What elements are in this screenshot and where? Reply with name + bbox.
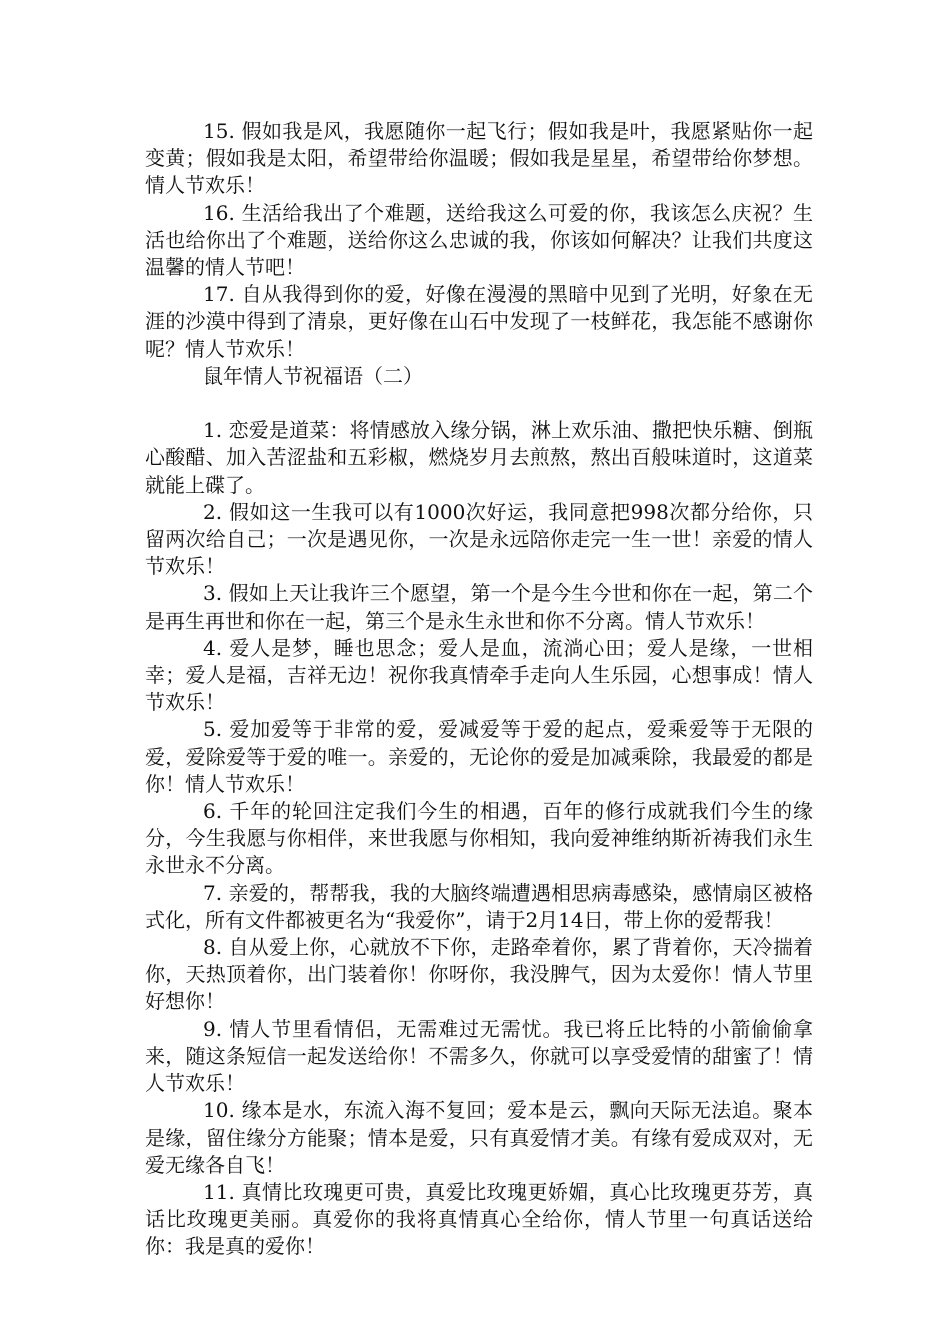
paragraph-5: 5. 爱加爱等于非常的爱，爱减爱等于爱的起点，爱乘爱等于无限的爱，爱除爱等于爱的唯一。亲爱的，无论你的爱是加减乘除，我最爱的都是你！情人节欢乐！ (145, 717, 813, 796)
paragraph-8: 8. 自从爱上你，心就放不下你，走路牵着你，累了背着你，天冷揣着你，天热顶着你，出门装着你！你呀你，我没脾气，因为太爱你！情人节里好想你！ (145, 935, 813, 1014)
paragraph-16: 16. 生活给我出了个难题，送给我这么可爱的你，我该怎么庆祝？生活也给你出了个难题，送给你这么忠诚的我，你该如何解决？让我们共度这温馨的情人节吧！ (145, 200, 813, 280)
paragraph-11: 11. 真情比玫瑰更可贵，真爱比玫瑰更娇媚，真心比玫瑰更芬芳，真话比玫瑰更美丽。真爱你的我将真情真心全给你，情人节里一句真话送给你：我是真的爱你！ (145, 1179, 813, 1259)
paragraph-1: 1. 恋爱是道菜：将情感放入缘分锅，淋上欢乐油、撒把快乐糖、倒瓶心酸醋、加入苦涩盐和五彩椒，燃烧岁月去煎熬，熬出百般味道时，这道菜就能上碟了。 (145, 418, 813, 497)
section-heading: 鼠年情人节祝福语（二） (203, 363, 423, 388)
paragraph-17: 17. 自从我得到你的爱，好像在漫漫的黑暗中见到了光明，好象在无涯的沙漠中得到了清泉，更好像在山石中发现了一枝鲜花，我怎能不感谢你呢？情人节欢乐！ (145, 282, 813, 361)
blank-line (145, 390, 813, 417)
paragraph-15: 15. 假如我是风，我愿随你一起飞行；假如我是叶，我愿紧贴你一起变黄；假如我是太阳，希望带给你温暖；假如我是星星，希望带给你梦想。情人节欢乐！ (145, 119, 813, 198)
paragraph-9: 9. 情人节里看情侣，无需难过无需忧。我已将丘比特的小箭偷偷拿来，随这条短信一起发送给你！不需多久，你就可以享受爱情的甜蜜了！情人节欢乐！ (145, 1016, 813, 1096)
document-page (145, 118, 813, 1261)
paragraph-4: 4. 爱人是梦，睡也思念；爱人是血，流淌心田；爱人是缘，一世相幸；爱人是福，吉祥无边！祝你我真情牵手走向人生乐园，心想事成！情人节欢乐！ (145, 635, 813, 715)
paragraph-3: 3. 假如上天让我许三个愿望，第一个是今生今世和你在一起，第二个是再生再世和你在一起，第三个是永生永世和你不分离。情人节欢乐！ (145, 581, 813, 633)
paragraph-2: 2. 假如这一生我可以有1000次好运，我同意把998次都分给你，只留两次给自己；一次是遇见你，一次是永远陪你走完一生一世！亲爱的情人节欢乐！ (145, 499, 813, 579)
paragraph-7: 7. 亲爱的，帮帮我，我的大脑终端遭遇相思病毒感染，感情扇区被格式化，所有文件都被更名为“我爱你”，请于2月14日，带上你的爱帮我！ (145, 880, 813, 932)
paragraph-10: 10. 缘本是水，东流入海不复回；爱本是云，飘向天际无法追。聚本是缘，留住缘分方能聚；情本是爱，只有真爱情才美。有缘有爱成双对，无爱无缘各自飞！ (145, 1098, 813, 1177)
paragraph-6: 6. 千年的轮回注定我们今生的相遇，百年的修行成就我们今生的缘分，今生我愿与你相伴，来世我愿与你相知，我向爱神维纳斯祈祷我们永生永世永不分离。 (145, 799, 813, 878)
